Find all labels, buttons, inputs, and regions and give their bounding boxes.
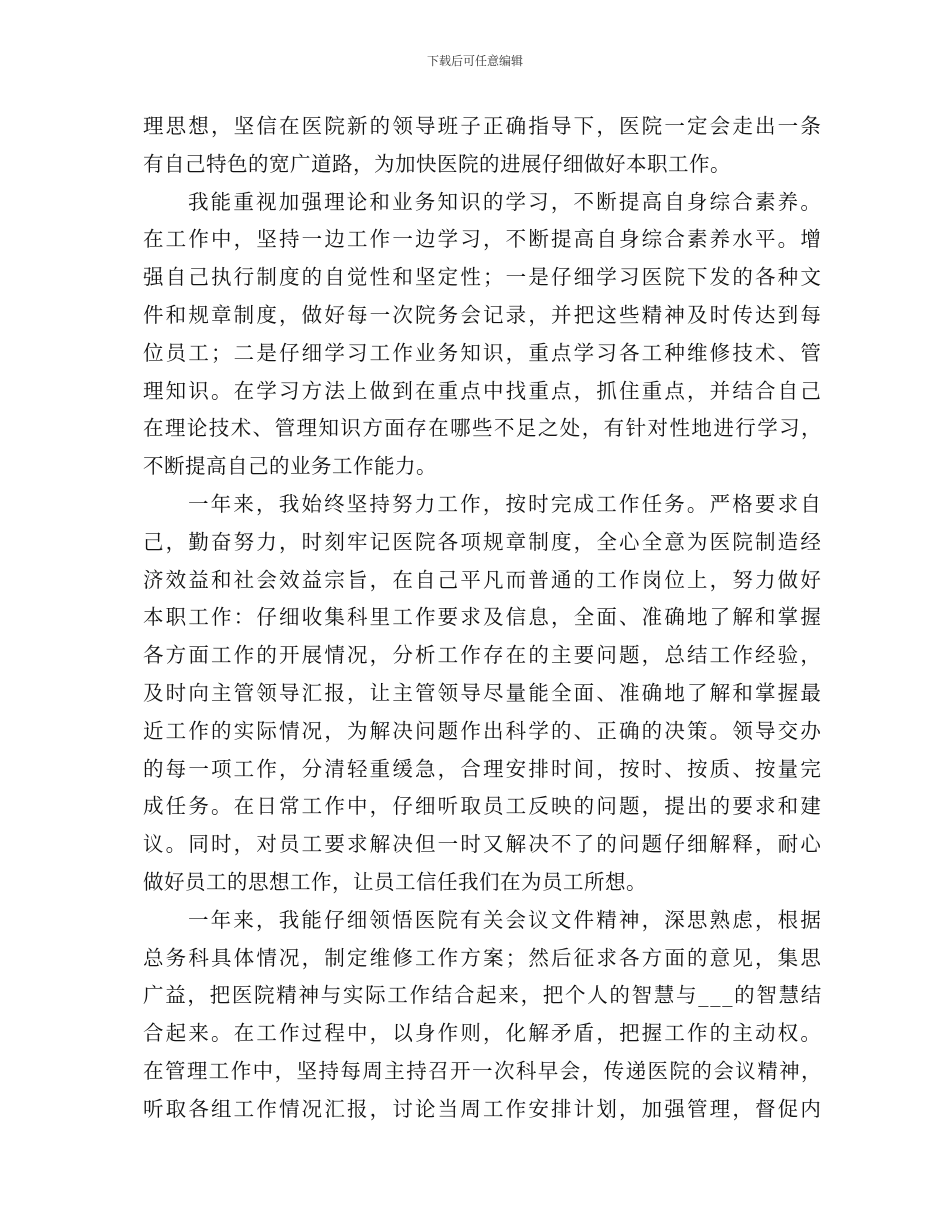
text-line: 各方面工作的开展情况，分析工作存在的主要问题，总结工作经验， bbox=[143, 643, 823, 668]
text-line: 及时向主管领导汇报，让主管领导尽量能全面、准确地了解和掌握最 bbox=[143, 680, 823, 705]
text-line: 强自己执行制度的自觉性和坚定性；一是仔细学习医院下发的各种文 bbox=[143, 265, 823, 290]
text-line: 做好员工的思想工作，让员工信任我们在为员工所想。 bbox=[143, 869, 647, 894]
text-line: 一年来，我能仔细领悟医院有关会议文件精神，深思熟虑，根据 bbox=[188, 907, 823, 932]
text-line: 本职工作：仔细收集科里工作要求及信息，全面、准确地了解和掌握 bbox=[143, 605, 823, 630]
text-line: 议。同时，对员工要求解决但一时又解决不了的问题仔细解释，耐心 bbox=[143, 832, 823, 857]
text-line: 位员工；二是仔细学习工作业务知识，重点学习各工种维修技术、管 bbox=[143, 340, 823, 365]
text-line: 一年来，我始终坚持努力工作，按时完成工作任务。严格要求自 bbox=[188, 491, 823, 516]
page-header: 下载后可任意编辑 bbox=[426, 54, 523, 68]
text-line: 我能重视加强理论和业务知识的学习，不断提高自身综合素养。 bbox=[188, 189, 823, 214]
text-line: 理思想，坚信在医院新的领导班子正确指导下，医院一定会走出一条 bbox=[143, 114, 823, 138]
text-line: 总务科具体情况，制定维修工作方案；然后征求各方面的意见，集思 bbox=[143, 945, 823, 970]
text-line: 的每一项工作，分清轻重缓急，合理安排时间，按时、按质、按量完 bbox=[143, 756, 823, 781]
text-line: 合起来。在工作过程中，以身作则，化解矛盾，把握工作的主动权。 bbox=[143, 1021, 823, 1046]
text-line: 有自己特色的宽广道路，为加快医院的进展仔细做好本职工作。 bbox=[143, 151, 731, 176]
text-line: 不断提高自己的业务工作能力。 bbox=[143, 454, 437, 479]
text-line: 理知识。在学习方法上做到在重点中找重点，抓住重点，并结合自己 bbox=[143, 378, 823, 403]
text-line: 成任务。在日常工作中，仔细听取员工反映的问题，提出的要求和建 bbox=[143, 794, 823, 819]
document-body bbox=[143, 108, 823, 1129]
text-line: 济效益和社会效益宗旨，在自己平凡而普通的工作岗位上，努力做好 bbox=[143, 567, 823, 592]
text-line: 广益，把医院精神与实际工作结合起来，把个人的智慧与___的智慧结 bbox=[143, 983, 823, 1008]
text-line: 在管理工作中，坚持每周主持召开一次科早会，传递医院的会议精神， bbox=[143, 1058, 823, 1083]
text-line: 在理论技术、管理知识方面存在哪些不足之处，有针对性地进行学习， bbox=[143, 416, 823, 441]
text-line: 听取各组工作情况汇报，讨论当周工作安排计划，加强管理，督促内 bbox=[143, 1096, 823, 1121]
text-line: 件和规章制度，做好每一次院务会记录，并把这些精神及时传达到每 bbox=[143, 302, 823, 327]
text-line: 己，勤奋努力，时刻牢记医院各项规章制度，全心全意为医院制造经 bbox=[143, 529, 823, 554]
text-line: 近工作的实际情况，为解决问题作出科学的、正确的决策。领导交办 bbox=[143, 718, 823, 743]
text-line: 在工作中，坚持一边工作一边学习，不断提高自身综合素养水平。增 bbox=[143, 227, 823, 252]
